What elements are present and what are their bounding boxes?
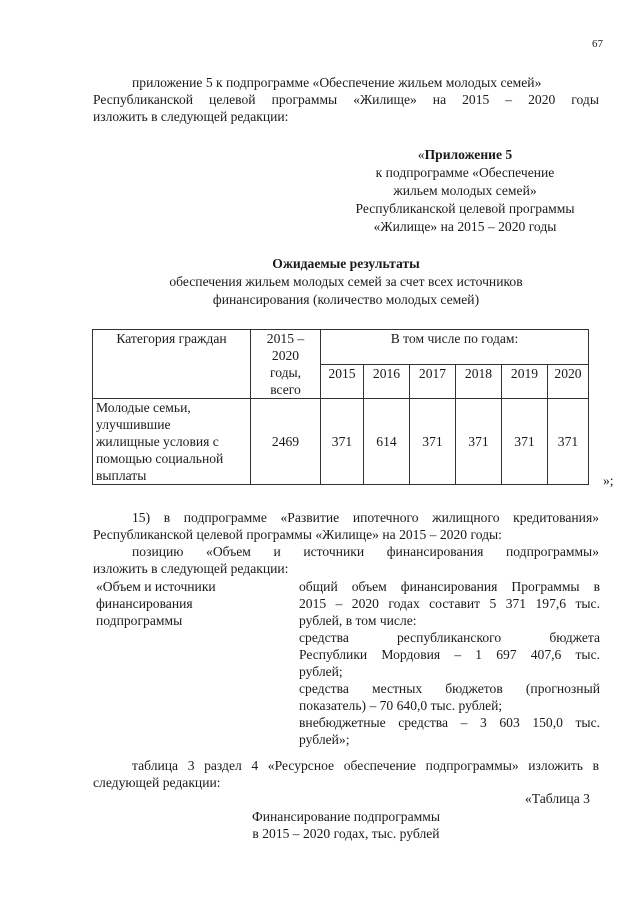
- item-15-line-4: изложить в следующей редакции:: [93, 561, 289, 576]
- year-2020: 2020: [548, 364, 589, 399]
- table-row: [93, 399, 589, 485]
- intro-line-2: Республиканской целевой программы «Жилище» на 2015 – 2020 годы: [93, 92, 599, 107]
- row-label: Молодые семьи, улучшившие жилищные условия с помощью социальной выплаты: [93, 399, 251, 485]
- appendix-title: «Приложение 5: [417, 147, 513, 162]
- results-subtitle-1: обеспечения жильем молодых семей за счет всех источников: [169, 274, 523, 289]
- financing-details: общий объем финансирования Программы в 2015 – 2020 годах составит 5 371 197,6 тыс. рублей, в том числе: средства республиканского бюджета Республики Мордовия – 1 697 407,6 тыс. рублей; средства местных бюджетов (прогнозный показатель) – 70 640,0 тыс. рублей; внебюджетные средства – 3 603 150,0 тыс. рублей»;: [299, 579, 600, 747]
- financing-label: «Объем и источники финансирования подпрограммы: [96, 579, 216, 628]
- item-15-line-1: 15) в подпрограмме «Развитие ипотечного жилищного кредитования»: [132, 510, 599, 525]
- row-value-2015: 371: [321, 399, 364, 485]
- table3-title: [93, 808, 599, 842]
- table3-paragraph: [93, 757, 599, 791]
- year-2018: 2018: [456, 364, 502, 399]
- table3-line-2: следующей редакции:: [93, 775, 221, 790]
- item-15-paragraph: [93, 509, 599, 577]
- row-value-2020: 371: [548, 399, 589, 485]
- table-closing-quote: »;: [603, 473, 614, 488]
- year-2015: 2015: [321, 364, 364, 399]
- row-value-2016: 614: [364, 399, 410, 485]
- year-2016: 2016: [364, 364, 410, 399]
- header-total: 2015 – 2020 годы, всего: [251, 330, 321, 399]
- results-title: Ожидаемые результаты: [272, 256, 420, 271]
- table3-title-1: Финансирование подпрограммы: [252, 809, 440, 824]
- results-subtitle-2: финансирования (количество молодых семей): [212, 292, 480, 307]
- appendix-line-3: жильем молодых семей»: [393, 183, 537, 198]
- appendix-line-4: Республиканской целевой программы: [355, 201, 575, 216]
- table3-title-2: в 2015 – 2020 годах, тыс. рублей: [252, 826, 440, 841]
- table3-line-1: таблица 3 раздел 4 «Ресурсное обеспечение подпрограммы» изложить в: [132, 758, 599, 773]
- item-15-line-3: позицию «Объем и источники финансирования подпрограммы»: [132, 544, 599, 559]
- intro-line-3: изложить в следующей редакции:: [93, 109, 289, 124]
- item-15-line-2: Республиканской целевой программы «Жилище» на 2015 – 2020 годы:: [93, 527, 502, 542]
- intro-paragraph: [93, 74, 599, 125]
- year-2017: 2017: [410, 364, 456, 399]
- appendix-header: [330, 146, 600, 236]
- appendix-line-2: к подпрограмме «Обеспечение: [375, 165, 555, 180]
- header-category: Категория граждан: [93, 330, 251, 399]
- intro-line-1: приложение 5 к подпрограмме «Обеспечение жильем молодых семей»: [132, 75, 542, 90]
- table3-label: «Таблица 3: [525, 791, 590, 806]
- row-value-2018: 371: [456, 399, 502, 485]
- results-heading: [93, 255, 599, 309]
- row-value-2017: 371: [410, 399, 456, 485]
- page-number: 67: [592, 38, 603, 50]
- row-total: 2469: [251, 399, 321, 485]
- row-value-2019: 371: [502, 399, 548, 485]
- appendix-line-5: «Жилище» на 2015 – 2020 годы: [373, 219, 557, 234]
- header-years-group: В том числе по годам:: [321, 330, 589, 365]
- results-table: [92, 329, 589, 485]
- year-2019: 2019: [502, 364, 548, 399]
